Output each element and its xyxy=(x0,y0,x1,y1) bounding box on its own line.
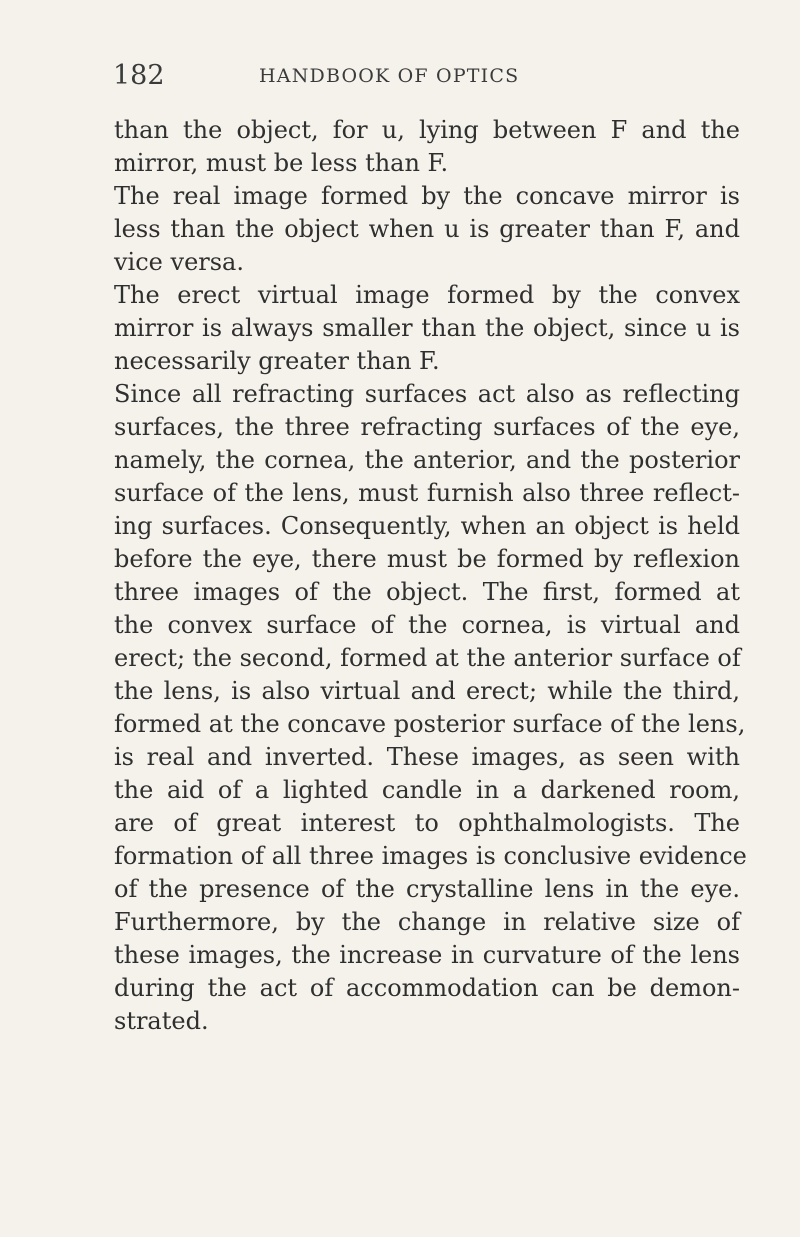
text-line-4: less than the object when u is greater than F, and xyxy=(114,215,740,243)
running-title: HANDBOOK OF OPTICS xyxy=(259,65,520,87)
text-line-8: necessarily greater than F. xyxy=(114,347,440,375)
text-line-19: formed at the concave posterior surface of the lens, xyxy=(114,710,746,738)
text-line-6: The erect virtual image formed by the convex xyxy=(114,281,740,309)
body-text xyxy=(114,114,747,1038)
text-line-25: Furthermore, by the change in relative size of xyxy=(114,908,740,936)
text-line-16: the convex surface of the cornea, is virtual and xyxy=(114,611,740,639)
text-line-22: are of great interest to ophthalmologists. The xyxy=(114,809,740,837)
text-line-2: mirror, must be less than F. xyxy=(114,149,449,177)
text-line-10: surfaces, the three refracting surfaces of the eye, xyxy=(114,413,740,441)
text-line-28: strated. xyxy=(114,1007,209,1035)
text-line-20: is real and inverted. These images, as seen with xyxy=(114,743,740,771)
text-line-15: three images of the object. The first, formed at xyxy=(114,578,740,606)
text-line-26: these images, the increase in curvature of the lens xyxy=(114,941,740,969)
text-line-5: vice versa. xyxy=(114,248,244,276)
page-number: 182 xyxy=(113,60,165,91)
text-line-21: the aid of a lighted candle in a darkened room, xyxy=(114,776,740,804)
text-line-1: than the object, for u, lying between F and the xyxy=(114,116,740,144)
text-line-23: formation of all three images is conclusive evidence xyxy=(114,842,747,870)
page-header xyxy=(113,60,737,94)
text-line-18: the lens, is also virtual and erect; while the third, xyxy=(114,677,740,705)
text-line-3: The real image formed by the concave mirror is xyxy=(114,182,740,210)
text-line-9: Since all refracting surfaces act also as reflecting xyxy=(114,380,740,408)
text-line-24: of the presence of the crystalline lens in the eye. xyxy=(114,875,740,903)
text-line-14: before the eye, there must be formed by reflexion xyxy=(114,545,740,573)
text-line-17: erect; the second, formed at the anterior surface of xyxy=(114,644,741,672)
text-line-11: namely, the cornea, the anterior, and the posterior xyxy=(114,446,740,474)
text-line-7: mirror is always smaller than the object, since u is xyxy=(114,314,740,342)
text-line-13: ing surfaces. Consequently, when an object is held xyxy=(114,512,740,540)
text-line-12: surface of the lens, must furnish also three reflect- xyxy=(114,479,740,507)
text-line-27: during the act of accommodation can be demon- xyxy=(114,974,740,1002)
